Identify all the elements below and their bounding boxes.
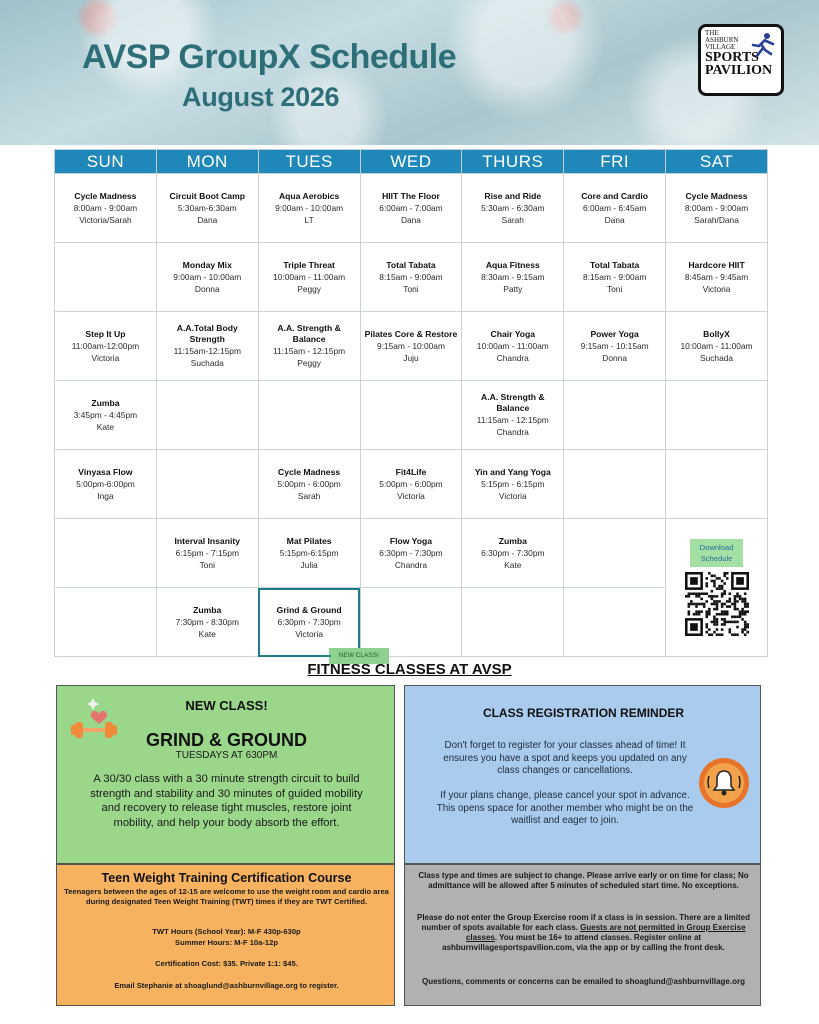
- download-schedule-button[interactable]: [690, 539, 744, 567]
- class-name: Power Yoga: [590, 328, 639, 339]
- class-time: 7:30pm - 8:30pm: [175, 616, 239, 627]
- class-name: Mat Pilates: [286, 535, 332, 546]
- class-time: 11:00am-12:00pm: [71, 340, 140, 351]
- class-time: 8:00am - 9:00am: [73, 202, 138, 213]
- class-cell: [666, 243, 768, 312]
- class-cell: [564, 174, 666, 243]
- empty-cell: [564, 450, 666, 519]
- class-instructor: Dana: [197, 214, 218, 225]
- new-class-panel: [56, 685, 395, 864]
- class-instructor: Suchada: [700, 352, 734, 363]
- schedule-row: [55, 381, 768, 450]
- download-label-1: Download: [699, 543, 734, 552]
- class-name: Circuit Boot Camp: [169, 190, 245, 201]
- class-cell: [360, 243, 462, 312]
- class-name: Zumba: [193, 604, 222, 615]
- class-name: Core and Cardio: [581, 190, 649, 201]
- class-instructor: Juju: [403, 352, 419, 363]
- class-cell: [564, 243, 666, 312]
- class-time: 6:30pm - 7:30pm: [379, 547, 443, 558]
- class-instructor: Victoria/Sarah: [79, 214, 132, 225]
- empty-cell: [360, 381, 462, 450]
- policy-paragraph-1: Class type and times are subject to change. Please arrive early or on time for class; No admittance will be allowed after 5 minutes of scheduled start time. No exceptions.: [418, 871, 749, 890]
- class-cell: [156, 588, 258, 657]
- class-instructor: Chandra: [496, 427, 529, 437]
- class-cell: [55, 174, 157, 243]
- reminder-title: CLASS REGISTRATION REMINDER: [482, 706, 685, 720]
- class-policy-panel: [404, 864, 761, 1006]
- class-instructor: Donna: [194, 283, 220, 294]
- class-name: Hardcore HIIT: [688, 259, 745, 270]
- class-time: 9:00am - 10:00am: [275, 202, 344, 213]
- policy-room-text: Please do not enter the Group Exercise room if a class is in session. There are a limited number of spots available for each class.: [416, 913, 750, 932]
- class-time: 8:45am - 9:45am: [684, 271, 749, 282]
- bell-icon: [697, 756, 751, 810]
- empty-cell: [360, 588, 462, 657]
- empty-cell: [156, 381, 258, 450]
- schedule-row: [55, 450, 768, 519]
- class-cell: [666, 312, 768, 381]
- class-instructor: Victoria: [91, 352, 120, 363]
- logo-line-5: PAVILION: [705, 63, 773, 78]
- logo-line-2: ASHBURN: [705, 36, 739, 44]
- class-cell: [360, 519, 462, 588]
- class-schedule-table: [54, 149, 768, 657]
- class-cell: [462, 312, 564, 381]
- class-time: 11:15am-12:15pm: [173, 346, 241, 356]
- class-instructor: Kate: [96, 421, 115, 432]
- class-time: 6:30pm - 7:30pm: [481, 547, 545, 558]
- day-header-thurs: THURS: [462, 150, 564, 174]
- new-class-time: TUESDAYS AT 630PM: [175, 750, 278, 761]
- header-banner: [0, 0, 819, 145]
- class-cell: [258, 243, 360, 312]
- class-name: Interval Insanity: [174, 535, 240, 546]
- class-cell: [258, 174, 360, 243]
- empty-cell: [55, 588, 157, 657]
- class-name: Aqua Fitness: [485, 259, 540, 270]
- policy-guests-text: Guests are not permitted in Group Exercise classes: [465, 923, 746, 942]
- teen-training-cost: Certification Cost: $35. Private 1:1: $45.: [155, 959, 298, 968]
- empty-cell: [666, 381, 768, 450]
- class-time: 5:00pm - 6:00pm: [379, 478, 443, 489]
- class-instructor: Patty: [503, 283, 523, 294]
- class-name: Aqua Aerobics: [278, 190, 340, 201]
- class-instructor: Inga: [97, 490, 114, 501]
- day-header-tues: TUES: [258, 150, 360, 174]
- class-name: Vinyasa Flow: [78, 466, 133, 477]
- class-name: A.A. Strength & Balance: [481, 392, 545, 413]
- class-name: A.A. Strength & Balance: [277, 323, 341, 344]
- reminder-paragraph-1: Don't forget to register for your classes ahead of time! It ensures you have a spot and keeps you updated on any class changes or cancellations.: [443, 740, 687, 776]
- reminder-paragraph-2: If your plans change, please cancel your spot in advance. This opens space for another member who might be on the waitlist and eager to join.: [436, 790, 694, 826]
- class-time: 8:30am - 9:15am: [481, 271, 545, 282]
- class-instructor: Sarah/Dana: [694, 214, 739, 225]
- empty-cell: [55, 519, 157, 588]
- class-instructor: Sarah: [297, 490, 321, 501]
- class-time: 8:15am - 9:00am: [379, 271, 443, 282]
- class-time: 9:15am - 10:15am: [580, 340, 649, 351]
- download-cell: [666, 519, 768, 657]
- class-instructor: Toni: [199, 559, 215, 570]
- class-cell: [360, 312, 462, 381]
- day-header-row: [55, 150, 768, 174]
- teen-training-intro: Teenagers between the ages of 12-15 are welcome to use the weight room and cardio area during designated Teen Weight Training (TWT) times if they are TWT Certified.: [64, 887, 389, 906]
- class-cell: [564, 312, 666, 381]
- class-name: Cycle Madness: [74, 190, 137, 201]
- class-cell: [360, 450, 462, 519]
- class-cell: [462, 243, 564, 312]
- class-instructor: Victoria: [397, 490, 425, 501]
- class-cell: [360, 174, 462, 243]
- class-instructor: Dana: [604, 214, 625, 225]
- class-time: 6:15pm - 7:15pm: [175, 547, 239, 558]
- class-name: Fit4Life: [395, 466, 427, 477]
- class-instructor: Dana: [400, 214, 421, 225]
- class-time: 9:15am - 10:00am: [376, 340, 445, 351]
- class-name: Rise and Ride: [484, 190, 542, 201]
- class-cell: [55, 381, 157, 450]
- class-name: BollyX: [703, 328, 730, 339]
- class-instructor: Kate: [198, 628, 216, 639]
- class-cell: [258, 519, 360, 588]
- download-label-2: Schedule: [700, 554, 733, 563]
- schedule-row: [55, 243, 768, 312]
- class-cell: [258, 312, 360, 381]
- teen-training-school-hours: TWT Hours (School Year): M-F 430p-630p: [152, 927, 301, 936]
- day-header-fri: FRI: [564, 150, 666, 174]
- class-name: Yin and Yang Yoga: [474, 466, 551, 477]
- class-name: Grind & Ground: [276, 604, 342, 615]
- teen-training-title: Teen Weight Training Certification Course: [101, 871, 352, 885]
- class-time: 5:30am - 6:30am: [481, 202, 545, 213]
- class-cell: [156, 243, 258, 312]
- runner-icon: [747, 32, 777, 60]
- policy-contact: Questions, comments or concerns can be emailed to shoaglund@ashburnvillage.org: [422, 977, 745, 986]
- new-class-badge: NEW CLASS!: [329, 648, 389, 664]
- empty-cell: [564, 588, 666, 657]
- empty-cell: [564, 519, 666, 588]
- new-class-label: NEW CLASS!: [185, 698, 268, 713]
- class-name: Chair Yoga: [490, 328, 536, 339]
- class-cell: [258, 588, 379, 659]
- class-instructor: Sarah: [501, 214, 524, 225]
- class-instructor: Chandra: [394, 559, 428, 570]
- class-instructor: Kate: [504, 559, 522, 570]
- class-instructor: Toni: [403, 283, 419, 294]
- class-instructor: Victoria: [295, 628, 323, 639]
- day-header-sat: SAT: [666, 150, 768, 174]
- class-instructor: Peggy: [297, 358, 321, 368]
- class-instructor: Toni: [606, 283, 623, 294]
- class-time: 6:30pm - 7:30pm: [277, 616, 341, 627]
- class-name: Total Tabata: [386, 259, 436, 270]
- class-instructor: Victoria: [702, 283, 731, 294]
- teen-training-email: Email Stephanie at shoaglund@ashburnvillage.org to register.: [114, 981, 339, 990]
- class-name: Triple Threat: [283, 259, 335, 270]
- class-name: Zumba: [498, 535, 527, 546]
- schedule-row: [55, 588, 768, 657]
- class-time: 10:00am - 11:00am: [680, 340, 753, 351]
- policy-register-text: . You must be 16+ to attend classes. Register online at ashburnvillagesportspavilion.com, via the app or by calling the front desk.: [442, 933, 725, 952]
- logo-line-1: THE: [705, 29, 719, 37]
- class-name: Step It Up: [85, 328, 126, 339]
- class-name: Monday Mix: [182, 259, 232, 270]
- class-time: 5:15pm - 6:15pm: [481, 478, 545, 489]
- empty-cell: [564, 381, 666, 450]
- class-instructor: Peggy: [297, 283, 321, 294]
- class-cell: [462, 450, 564, 519]
- section-title: FITNESS CLASSES AT AVSP: [307, 661, 512, 678]
- class-time: 5:00pm-6:00pm: [76, 478, 135, 489]
- class-instructor: Donna: [602, 352, 627, 363]
- class-instructor: LT: [304, 214, 314, 225]
- empty-cell: [156, 450, 258, 519]
- schedule-row: [55, 174, 768, 243]
- schedule-row: [55, 312, 768, 381]
- class-instructor: Suchada: [190, 358, 224, 368]
- class-time: 5:00pm - 6:00pm: [277, 478, 341, 489]
- class-time: 11:15am - 12:15pm: [273, 346, 346, 356]
- policy-paragraph-2: [413, 913, 754, 953]
- day-header-wed: WED: [360, 150, 462, 174]
- class-time: 10:00am - 11:00am: [476, 340, 549, 351]
- class-instructor: Chandra: [496, 352, 529, 363]
- class-cell: [55, 312, 157, 381]
- empty-cell: [666, 450, 768, 519]
- class-time: 8:15am - 9:00am: [582, 271, 647, 282]
- class-name: Cycle Madness: [278, 466, 341, 477]
- class-cell: [462, 519, 564, 588]
- class-name: Cycle Madness: [685, 190, 748, 201]
- class-name: Flow Yoga: [389, 535, 433, 546]
- class-cell: [156, 174, 258, 243]
- day-header-sun: SUN: [55, 150, 157, 174]
- new-class-name: GRIND & GROUND: [146, 730, 307, 750]
- class-instructor: Victoria: [498, 490, 527, 501]
- class-time: 6:00am - 7:00am: [379, 202, 443, 213]
- sports-pavilion-logo: [698, 24, 784, 96]
- class-name: HIIT The Floor: [382, 190, 440, 201]
- empty-cell: [55, 243, 157, 312]
- qr-code-icon[interactable]: [685, 572, 749, 636]
- class-cell: [462, 381, 564, 450]
- class-name: Total Tabata: [589, 259, 640, 270]
- class-time: 6:00am - 6:45am: [582, 202, 647, 213]
- class-time: 11:15am - 12:15pm: [476, 415, 549, 425]
- class-cell: [462, 174, 564, 243]
- empty-cell: [258, 381, 360, 450]
- class-cell: [156, 312, 258, 381]
- class-name: Pilates Core & Restore: [364, 328, 458, 339]
- teen-training-summer-hours: Summer Hours: M-F 10a-12p: [175, 938, 278, 947]
- empty-cell: [462, 588, 564, 657]
- logo-line-4: SPORTS: [705, 50, 759, 65]
- class-instructor: Julia: [300, 559, 318, 570]
- class-cell: [258, 450, 360, 519]
- class-time: 3:45pm - 4:45pm: [73, 409, 138, 420]
- class-cell: [55, 450, 157, 519]
- logo-line-3: VILLAGE: [705, 43, 736, 51]
- schedule-row: [55, 519, 768, 588]
- page-title: AVSP GroupX Schedule: [82, 38, 457, 76]
- new-class-description: A 30/30 class with a 30 minute strength circuit to build strength and stability and 30 minutes of guided mobility and recovery to release tight muscles, restore joint mobility, and help your body absorb the effort.: [90, 773, 363, 829]
- page-subtitle: August 2026: [182, 82, 340, 112]
- day-header-mon: MON: [156, 150, 258, 174]
- teen-training-panel: [56, 864, 395, 1006]
- class-name: A.A.Total Body Strength: [176, 323, 238, 344]
- class-cell: [666, 174, 768, 243]
- class-time: 10:00am - 11:00am: [273, 271, 346, 282]
- class-time: 8:00am - 9:00am: [684, 202, 749, 213]
- class-time: 9:00am - 10:00am: [173, 271, 242, 282]
- class-cell: [156, 519, 258, 588]
- class-time: 5:30am-6:30am: [177, 202, 237, 213]
- class-time: 5:15pm-6:15pm: [279, 547, 339, 558]
- class-name: Zumba: [91, 397, 120, 408]
- registration-reminder-panel: [404, 685, 761, 864]
